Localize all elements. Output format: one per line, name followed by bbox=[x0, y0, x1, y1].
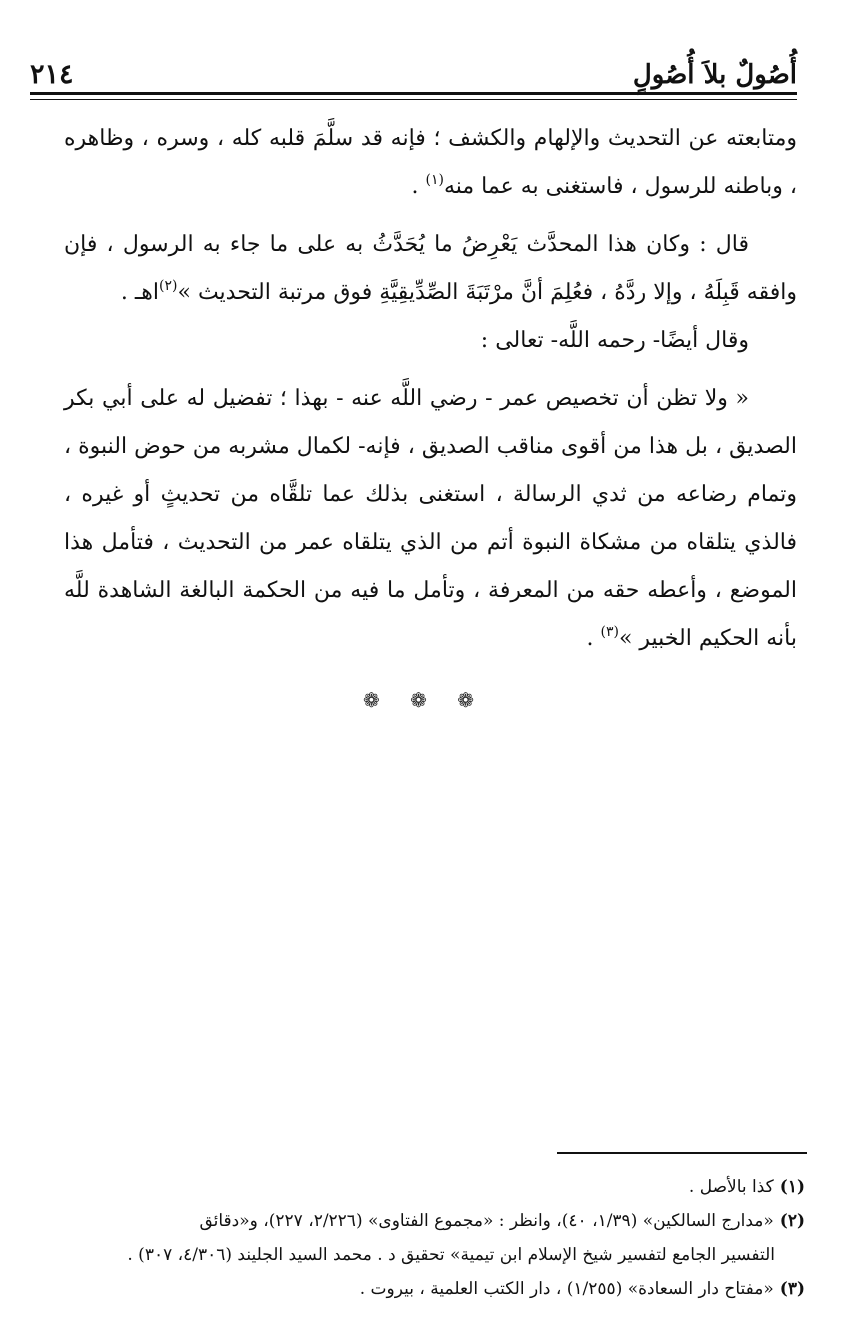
footnote-1 bbox=[60, 1170, 805, 1204]
paragraph-2 bbox=[64, 221, 797, 317]
running-title: أُصُولٌ بلاَ أُصُولٍ bbox=[632, 60, 797, 90]
page-number: ٢١٤ bbox=[30, 59, 74, 90]
page-header bbox=[30, 46, 797, 90]
section-ornament: ❁ ❁ ❁ bbox=[363, 688, 486, 712]
footnote-ref-3: (٣) bbox=[600, 624, 619, 640]
footnote-1-number: (١) bbox=[779, 1177, 805, 1197]
footnote-ref-1: (١) bbox=[425, 172, 444, 188]
footnote-2 bbox=[60, 1204, 805, 1238]
paragraph-1 bbox=[64, 115, 797, 211]
footnote-3-text: «مفتاح دار السعادة» (١/٢٥٥) ، دار الكتب العلمية ، بيروت . bbox=[359, 1279, 774, 1299]
paragraph-3: وقال أيضًا- رحمه اللَّه- تعالى : bbox=[480, 328, 749, 353]
header-rule-thin bbox=[30, 99, 797, 100]
footnote-ref-2: (٢) bbox=[159, 278, 178, 294]
footnote-2-number: (٢) bbox=[779, 1211, 805, 1231]
paragraph-2-text: قال : وكان هذا المحدَّث يَعْرِضُ ما يُحَدَّثُ به على ما جاء به الرسول ، فإن وافقه قَبِلَهُ ، وإلا ردَّهُ ، فعُلِمَ أنَّ مرْتَبَةَ الصِّدِّيقِيَّةِ فوق مرتبة التحديث » bbox=[64, 232, 797, 305]
quote-text: « ولا تظن أن تخصيص عمر - رضي اللَّه عنه - بهذا ؛ تفضيل له على أبي بكر الصديق ، بل هذا من أقوى مناقب الصديق ، فإنه- لكمال مشربه من حوض النبوة ، وتمام رضاعه من ثدي الرسالة ، استغنى بذلك عما تلقَّاه من تحديثٍ أو غيره ، فالذي يتلقاه من مشكاة النبوة أتم من الذي يتلقاه عمر من التحديث ، فتأمل هذا الموضع ، وأعطه حقه من المعرفة ، وتأمل ما فيه من الحكمة البالغة الشاهدة للَّه بأنه الحكيم الخبير » bbox=[64, 386, 797, 651]
paragraph-2-end: اهـ . bbox=[120, 280, 160, 305]
footnote-3-number: (٣) bbox=[779, 1279, 805, 1299]
footnote-2-continuation: التفسير الجامع لتفسير شيخ الإسلام ابن تيمية» تحقيق د . محمد السيد الجليند (٤/٣٠٦، ٣٠٧) . bbox=[127, 1245, 775, 1265]
header-rule-thick bbox=[30, 92, 797, 95]
footnote-2-text: «مدارج السالكين» (١/٣٩، ٤٠)، وانظر : «مجموع الفتاوى» (٢/٢٢٦، ٢٢٧)، و«دقائق bbox=[199, 1211, 774, 1231]
main-text bbox=[64, 115, 797, 663]
footnote-3 bbox=[60, 1272, 805, 1306]
paragraph-1-end: . bbox=[411, 174, 426, 199]
paragraph-1-text: ومتابعته عن التحديث والإلهام والكشف ؛ فإنه قد سلَّمَ قلبه كله ، وسره ، وظاهره ، وباطنه للرسول ، فاستغنى به عما منه bbox=[64, 126, 797, 199]
footnotes bbox=[60, 1170, 805, 1306]
footnote-1-text: كذا بالأصل . bbox=[688, 1177, 774, 1197]
footnote-separator bbox=[557, 1152, 807, 1154]
quote-paragraph bbox=[64, 375, 797, 663]
quote-end: . bbox=[586, 626, 601, 651]
